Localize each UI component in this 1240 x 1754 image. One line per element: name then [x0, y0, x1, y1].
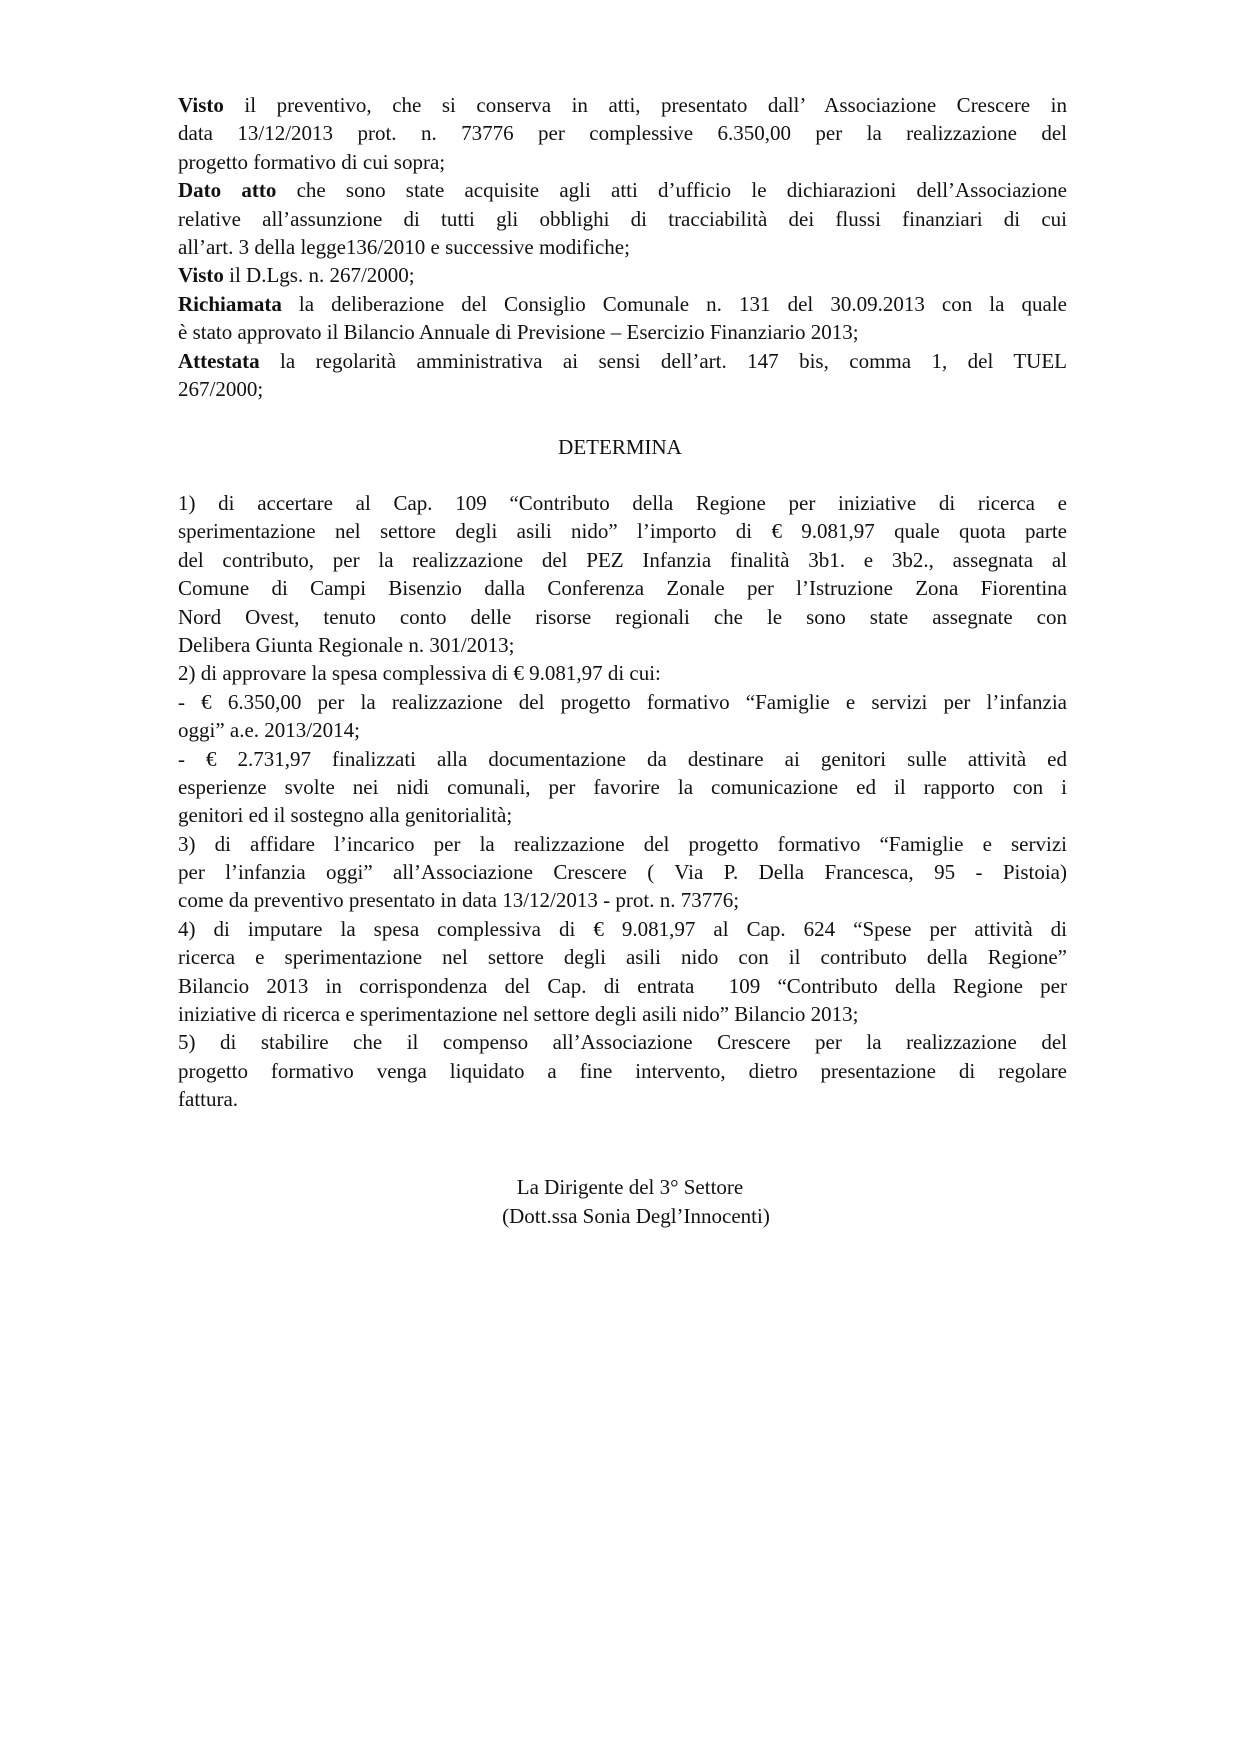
text-line: [178, 1028, 1067, 1056]
paragraph-lead: Dato atto: [178, 178, 277, 203]
determina-item: [178, 688, 1067, 745]
text-line: [178, 546, 1067, 574]
line-text: che sono state acquisite agli atti d’ufficio le dichiarazioni dell’Associazione: [276, 178, 1067, 203]
signature-title: La Dirigente del 3° Settore: [516, 1175, 744, 1199]
line-text: esperienze svolte nei nidi comunali, per favorire la comunicazione ed il rapporto con i: [178, 774, 1067, 799]
preamble-paragraph: [178, 290, 1067, 347]
text-line: [178, 972, 1067, 1000]
text-line: [178, 318, 1067, 346]
paragraph-lead: Richiamata: [178, 291, 282, 316]
text-line: [178, 205, 1067, 233]
line-text: relative all’assunzione di tutti gli obblighi di tracciabilità dei flussi finanziari di cui: [178, 206, 1067, 231]
line-text: ricerca e sperimentazione nel settore degli asili nido con il contributo della Regione”: [178, 945, 1067, 970]
text-line: [178, 603, 1067, 631]
preamble-paragraph: [178, 91, 1067, 176]
line-text: 3) di affidare l’incarico per la realizzazione del progetto formativo “Famiglie e servizi: [178, 831, 1067, 856]
text-line: [178, 631, 1067, 659]
paragraph-lead: Visto: [178, 263, 224, 288]
line-text: il D.Lgs. n. 267/2000;: [223, 263, 415, 288]
text-line: [178, 347, 1067, 375]
line-text: del contributo, per la realizzazione del PEZ Infanzia finalità 3b1. e 3b2., assegnata al: [178, 547, 1067, 572]
determina-item: [178, 489, 1067, 659]
line-text: oggi” a.e. 2013/2014;: [178, 718, 360, 743]
text-line: [178, 261, 1067, 289]
text-line: [178, 943, 1067, 971]
line-text: come da preventivo presentato in data 13/12/2013 - prot. n. 73776;: [178, 888, 740, 913]
determina-item: [178, 915, 1067, 1029]
text-line: [178, 659, 1067, 687]
line-text: - € 2.731,97 finalizzati alla documentazione da destinare ai genitori sulle attività ed: [178, 746, 1067, 771]
line-text: Delibera Giunta Regionale n. 301/2013;: [178, 632, 515, 657]
line-text: per l’infanzia oggi” all’Associazione Crescere ( Via P. Della Francesca, 95 - Pistoia): [178, 860, 1067, 885]
paragraph-lead: Visto: [178, 93, 224, 117]
text-line: [178, 517, 1067, 545]
text-line: [178, 91, 1067, 119]
text-line: [178, 1057, 1067, 1085]
line-text: 1) di accertare al Cap. 109 “Contributo della Regione per iniziative di ricerca e: [178, 491, 1067, 515]
text-line: [178, 148, 1067, 176]
text-line: [178, 858, 1067, 886]
preamble-paragraph: [178, 347, 1067, 404]
text-line: [178, 886, 1067, 914]
line-text: sperimentazione nel settore degli asili nido” l’importo di € 9.081,97 quale quota parte: [178, 519, 1067, 544]
preamble-section: [178, 91, 1067, 403]
text-line: [178, 375, 1067, 403]
line-text: Comune di Campi Bisenzio dalla Conferenza Zonale per l’Istruzione Zona Fiorentina: [178, 576, 1067, 601]
line-text: fattura.: [178, 1087, 239, 1112]
text-line: [178, 915, 1067, 943]
text-line: [178, 716, 1067, 744]
determina-items: [178, 489, 1067, 1114]
line-text: il preventivo, che si conserva in atti, presentato dall’ Associazione Crescere in: [223, 93, 1067, 117]
line-text: Bilancio 2013 in corrispondenza del Cap. di entrata 109 “Contributo della Regione per: [178, 973, 1067, 998]
line-text: Nord Ovest, tenuto conto delle risorse regionali che le sono state assegnate con: [178, 604, 1067, 629]
determina-item: [178, 830, 1067, 915]
determina-item: [178, 659, 1067, 687]
text-line: [178, 688, 1067, 716]
line-text: data 13/12/2013 prot. n. 73776 per complessive 6.350,00 per la realizzazione del: [178, 121, 1067, 146]
text-line: [178, 119, 1067, 147]
line-text: genitori ed il sostegno alla genitorialità;: [178, 803, 513, 828]
text-line: [178, 1085, 1067, 1113]
line-text: la regolarità amministrativa ai sensi dell’art. 147 bis, comma 1, del TUEL: [259, 348, 1067, 373]
line-text: progetto formativo venga liquidato a fine intervento, dietro presentazione di regolare: [178, 1058, 1067, 1083]
determina-heading: DETERMINA: [558, 435, 682, 459]
line-text: - € 6.350,00 per la realizzazione del progetto formativo “Famiglie e servizi per l’infanzia: [178, 689, 1067, 714]
line-text: progetto formativo di cui sopra;: [178, 149, 446, 174]
line-text: 2) di approvare la spesa complessiva di € 9.081,97 di cui:: [178, 661, 661, 686]
text-line: [178, 574, 1067, 602]
text-line: [178, 773, 1067, 801]
text-line: [178, 745, 1067, 773]
text-line: [178, 830, 1067, 858]
line-text: iniziative di ricerca e sperimentazione nel settore degli asili nido” Bilancio 2013;: [178, 1002, 859, 1027]
preamble-paragraph: [178, 261, 1067, 289]
determina-item: [178, 745, 1067, 830]
paragraph-lead: Attestata: [178, 348, 260, 373]
line-text: 5) di stabilire che il compenso all’Associazione Crescere per la realizzazione del: [178, 1030, 1067, 1055]
signature-block: [440, 1173, 820, 1230]
line-text: è stato approvato il Bilancio Annuale di Previsione – Esercizio Finanziario 2013;: [178, 320, 859, 345]
preamble-paragraph: [178, 176, 1067, 261]
text-line: [178, 176, 1067, 204]
line-text: la deliberazione del Consiglio Comunale n. 131 del 30.09.2013 con la quale: [281, 291, 1067, 316]
determina-item: [178, 1028, 1067, 1113]
text-line: [178, 233, 1067, 261]
text-line: [178, 1000, 1067, 1028]
text-line: [178, 489, 1067, 517]
text-line: [178, 801, 1067, 829]
line-text: 4) di imputare la spesa complessiva di € 9.081,97 al Cap. 624 “Spese per attività di: [178, 916, 1067, 941]
text-line: [178, 290, 1067, 318]
line-text: 267/2000;: [178, 376, 264, 401]
signature-name: (Dott.ssa Sonia Degl’Innocenti): [502, 1203, 770, 1228]
line-text: all’art. 3 della legge136/2010 e successive modifiche;: [178, 234, 630, 259]
